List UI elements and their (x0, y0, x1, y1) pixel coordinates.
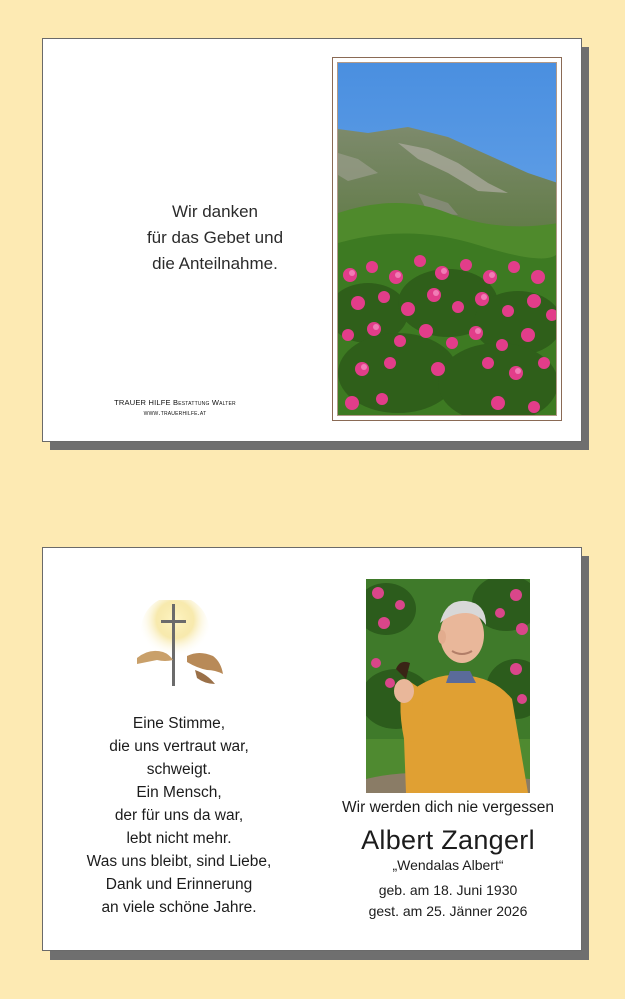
memorial-info (325, 798, 571, 922)
deceased-name: Albert Zangerl (361, 825, 535, 855)
poem-line: lebt nicht mehr. (126, 830, 232, 847)
poem-line: Ein Mensch, (136, 784, 222, 801)
poem-line: Eine Stimme, (132, 715, 226, 732)
memorial-motto: Wir werden dich nie vergessen (342, 799, 554, 816)
memorial-poem (63, 712, 295, 919)
poem-line: Dank und Erinnerung (105, 876, 253, 893)
alpine-photo-frame (332, 57, 562, 421)
undertaker-info (85, 398, 265, 418)
cross-with-hands-illustration (135, 600, 225, 690)
thanks-text (105, 199, 325, 277)
card-front (42, 38, 582, 442)
undertaker-name: TRAUER HILFE Bestattung Walter (114, 398, 236, 407)
portrait-photo (366, 579, 530, 793)
deceased-nickname: „Wendalas Albert“ (392, 857, 504, 873)
thanks-line: Wir danken (172, 202, 258, 221)
death-date: gest. am 25. Jänner 2026 (368, 903, 528, 919)
alpine-roses-photo (337, 62, 557, 416)
thanks-line: für das Gebet und (146, 228, 284, 247)
poem-line: an viele schöne Jahre. (101, 899, 257, 916)
poem-line: der für uns da war, (114, 807, 244, 824)
birth-date: geb. am 18. Juni 1930 (378, 882, 518, 898)
poem-line: schweigt. (146, 761, 212, 778)
poem-line: die uns vertraut war, (109, 738, 249, 755)
thanks-line: die Anteilnahme. (152, 254, 278, 273)
undertaker-url: www.trauerhilfe.at (143, 408, 207, 417)
card-inside (42, 547, 582, 951)
poem-line: Was uns bleibt, sind Liebe, (86, 853, 272, 870)
